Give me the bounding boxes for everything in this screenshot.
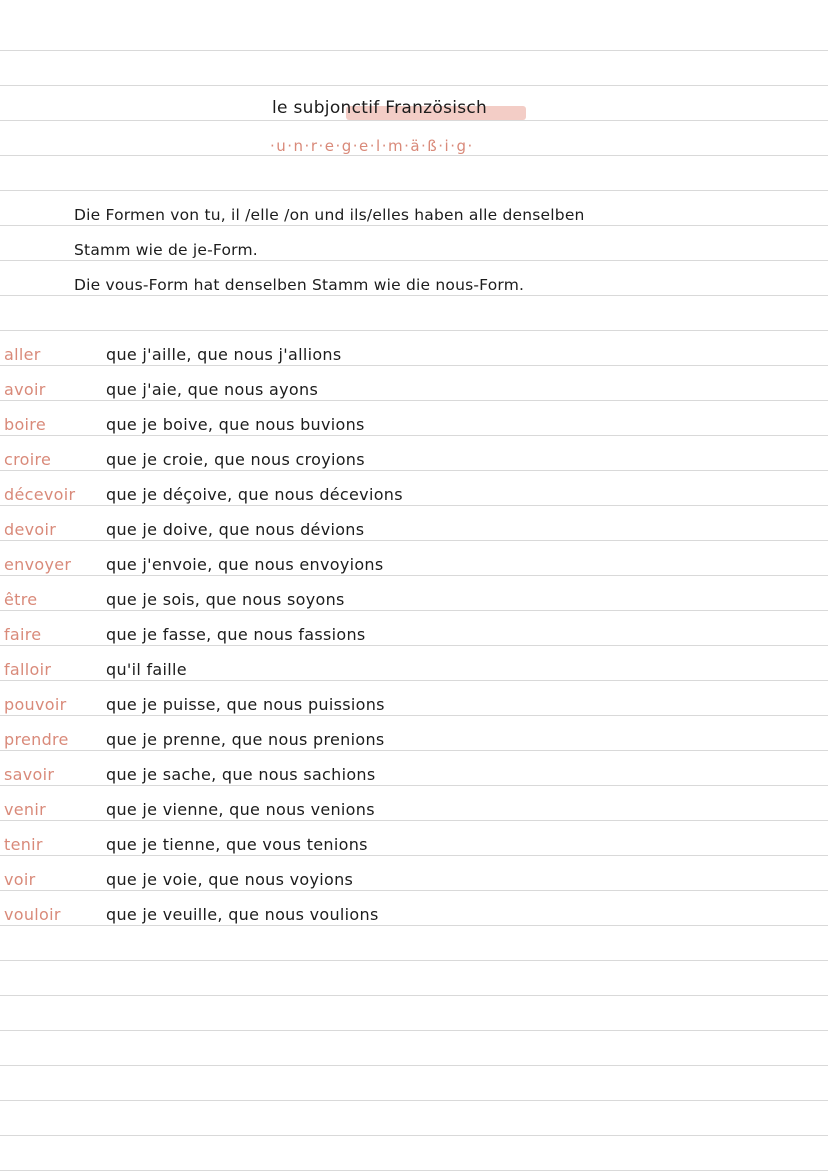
list-item: [0, 765, 828, 800]
verb-forms: que j'envoie, que nous envoyions: [106, 555, 384, 574]
verb-forms: que je déçoive, que nous décevions: [106, 485, 403, 504]
ruled-line: [0, 225, 828, 226]
page-title: le subjonctif Französisch: [272, 98, 488, 118]
intro-line-1: Die Formen von tu, il /elle /on und ils/elles haben alle denselben: [74, 206, 585, 224]
intro-line-2: Stamm wie de je-Form.: [74, 241, 258, 259]
verb-forms: qu'il faille: [106, 660, 187, 679]
list-item: [0, 695, 828, 730]
verb-forms: que j'aie, que nous ayons: [106, 380, 319, 399]
list-item: [0, 590, 828, 625]
list-item: [0, 555, 828, 590]
ruled-line: [0, 190, 828, 191]
verb-infinitive: être: [4, 590, 38, 609]
ruled-line: [0, 1170, 828, 1171]
verb-infinitive: devoir: [4, 520, 57, 539]
list-item: [0, 800, 828, 835]
list-item: [0, 450, 828, 485]
ruled-line: [0, 1030, 828, 1031]
verb-infinitive: vouloir: [4, 905, 61, 924]
verb-forms: que j'aille, que nous j'allions: [106, 345, 342, 364]
ruled-line: [0, 120, 828, 121]
list-item: [0, 485, 828, 520]
ruled-line: [0, 295, 828, 296]
verb-infinitive: savoir: [4, 765, 55, 784]
verb-forms: que je voie, que nous voyions: [106, 870, 354, 889]
verb-forms: que je doive, que nous dévions: [106, 520, 365, 539]
verb-infinitive: envoyer: [4, 555, 72, 574]
ruled-line: [0, 960, 828, 961]
verb-forms: que je sois, que nous soyons: [106, 590, 345, 609]
ruled-line: [0, 155, 828, 156]
list-item: [0, 835, 828, 870]
verb-infinitive: faire: [4, 625, 42, 644]
ruled-line: [0, 50, 828, 51]
verb-infinitive: boire: [4, 415, 46, 434]
verb-forms: que je sache, que nous sachions: [106, 765, 376, 784]
verb-infinitive: pouvoir: [4, 695, 67, 714]
ruled-line: [0, 260, 828, 261]
verb-forms: que je puisse, que nous puissions: [106, 695, 385, 714]
ruled-line: [0, 1065, 828, 1066]
list-item: [0, 415, 828, 450]
verb-forms: que je vienne, que nous venions: [106, 800, 375, 819]
ruled-line: [0, 1135, 828, 1136]
verb-forms: que je tienne, que vous tenions: [106, 835, 368, 854]
list-item: [0, 730, 828, 765]
verb-forms: que je veuille, que nous voulions: [106, 905, 379, 924]
verb-infinitive: croire: [4, 450, 52, 469]
verb-infinitive: avoir: [4, 380, 46, 399]
page-subtitle: ·u·n·r·e·g·e·l·m·ä·ß·i·g·: [270, 137, 474, 155]
intro-line-3: Die vous-Form hat denselben Stamm wie die nous-Form.: [74, 276, 525, 294]
verb-infinitive: venir: [4, 800, 46, 819]
verb-infinitive: voir: [4, 870, 36, 889]
verb-forms: que je fasse, que nous fassions: [106, 625, 366, 644]
list-item: [0, 345, 828, 380]
ruled-line: [0, 330, 828, 331]
verb-forms: que je boive, que nous buvions: [106, 415, 365, 434]
verb-forms: que je prenne, que nous prenions: [106, 730, 385, 749]
verb-infinitive: aller: [4, 345, 41, 364]
list-item: [0, 380, 828, 415]
verb-infinitive: falloir: [4, 660, 52, 679]
list-item: [0, 625, 828, 660]
ruled-line: [0, 1100, 828, 1101]
ruled-line: [0, 995, 828, 996]
verb-infinitive: prendre: [4, 730, 69, 749]
verb-infinitive: tenir: [4, 835, 43, 854]
list-item: [0, 905, 828, 940]
list-item: [0, 870, 828, 905]
verb-infinitive: décevoir: [4, 485, 76, 504]
list-item: [0, 660, 828, 695]
verb-forms: que je croie, que nous croyions: [106, 450, 365, 469]
list-item: [0, 520, 828, 555]
ruled-line: [0, 85, 828, 86]
